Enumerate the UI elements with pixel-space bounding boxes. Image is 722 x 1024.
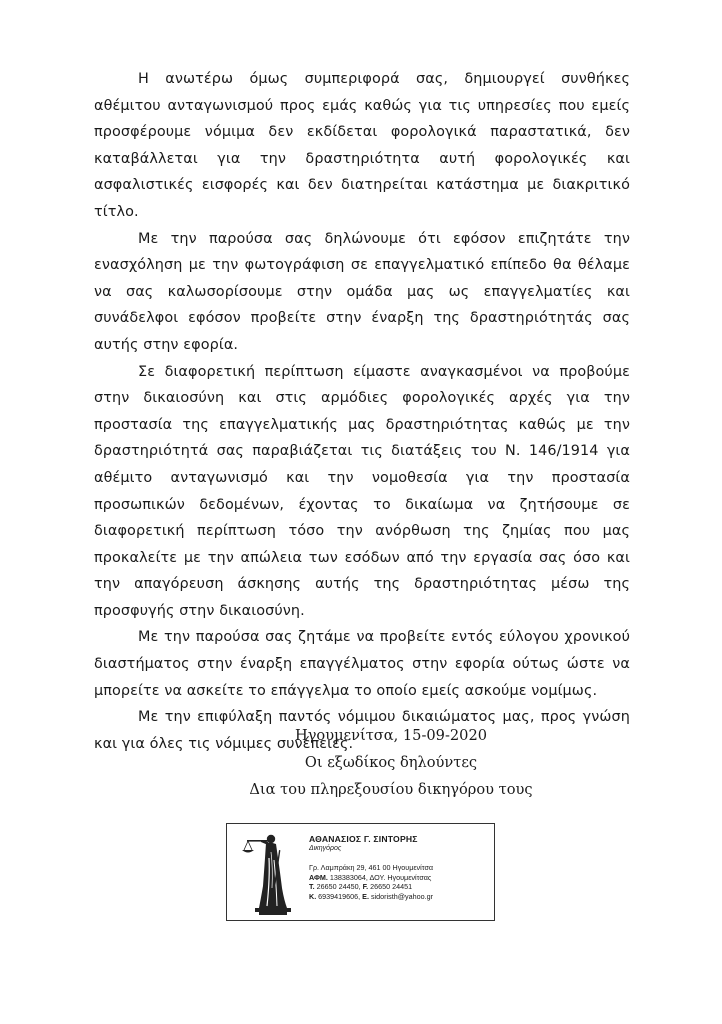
lawyer-role: Δικηγόρος [309, 845, 342, 852]
fax-label: F. [362, 882, 369, 892]
paragraph-3: Σε διαφορετική περίπτωση είμαστε αναγκασμένοι να προβούμε στην δικαιοσύνη και στις αρμόδιες φορολογικές αρχές για την προστασία της επαγγελματικής μας δραστηριότητας καθώς με την δραστηριότητά σας παραβιάζεται τις διατάξεις του Ν. 146/1914 για αθέμιτο ανταγωνισμό και την νομοθεσία για την προστασία προσωπικών δεδομένων, έχοντας το δικαίωμα να ζητήσουμε σε διαφορετική περίπτωση τόσο την ανόρθωση της ζημίας που μας προκαλείτε με την απώλεια των εσόδων από την εργασία σας όσο και την απαγόρευση άσκησης αυτής της δραστηριότητας μέσω της προσφυγής στην δικαιοσύνη. [94, 363, 630, 619]
email-label: E. [362, 891, 369, 901]
senders-line: Οι εξωδίκος δηλούντες [304, 754, 478, 771]
tel-label: Τ. [309, 882, 315, 892]
afm-value: 138383064, ΔΟΥ. Ηγουμενίτσας [327, 872, 432, 882]
fax-value: 26650 24451 [368, 882, 413, 892]
paragraph-4: Με την παρούσα σας ζητάμε να προβείτε εντός εύλογου χρονικού διαστήματος στην έναρξη επαγγέλματος στην εφορία ούτως ώστε να μπορείτε να ασκείτε το επάγγελμα το οποίο εμείς ασκούμε νομίμως. [94, 629, 630, 699]
justice-statue-icon [233, 828, 303, 916]
lawyer-stamp [226, 823, 495, 921]
tel-value: 26650 24450, [314, 882, 363, 892]
paragraph-5: Με την επιφύλαξη παντός νόμιμου δικαιώματος μας, προς γνώση και για όλες τις νόμιμες συνέπειες. [94, 709, 630, 752]
afm-label: ΑΦΜ. [309, 872, 328, 882]
closing-block [0, 722, 722, 803]
afm-line [309, 873, 433, 883]
paragraph-2: Με την παρούσα σας δηλώνουμε ότι εφόσον επιζητάτε την ενασχόληση με την φωτογράφιση σε επαγγελματικό επίπεδο θα θέλαμε να σας καλωσορίσουμε στην ομάδα μας ως επαγγελματίες και συνάδελφοι εφόσον προβείτε στην έναρξη της δραστηριότητάς σας αυτής στην εφορία. [94, 230, 630, 353]
email-value: sidoristh@yahoo.gr [368, 891, 433, 901]
address-line: Γρ. Λαμπράκη 29, 461 00 Ηγουμενίτσα [309, 863, 434, 872]
place-date: Ηγουμενίτσα, 15-09-2020 [294, 727, 488, 744]
contact-lines [309, 863, 433, 901]
mobile-value: 6939419606, [316, 891, 363, 901]
phone-line [309, 882, 433, 892]
paragraph-1: Η ανωτέρω όμως συμπεριφορά σας, δημιουργεί συνθήκες αθέμιτου ανταγωνισμού προς εμάς καθώς για τις υπηρεσίες που εμείς προσφέρουμε νόμιμα δεν εκδίδεται φορολογικά παραστατικά, δεν καταβάλλεται για την δραστηριότητα αυτή φορολογικές και ασφαλιστικές εισφορές και δεν διατηρείται κατάστημα με διακριτικό τίτλο. [94, 71, 630, 220]
mobile-email-line [309, 892, 433, 902]
lawyer-line: Δια του πληρεξουσίου δικηγόρου τους [249, 781, 533, 798]
lawyer-name: ΑΘΑΝΑΣΙΟΣ Γ. ΣΙΝΤΟΡΗΣ [309, 834, 418, 844]
letter-body [94, 66, 630, 757]
stamp-info [309, 834, 433, 901]
mobile-label: Κ. [309, 891, 317, 901]
